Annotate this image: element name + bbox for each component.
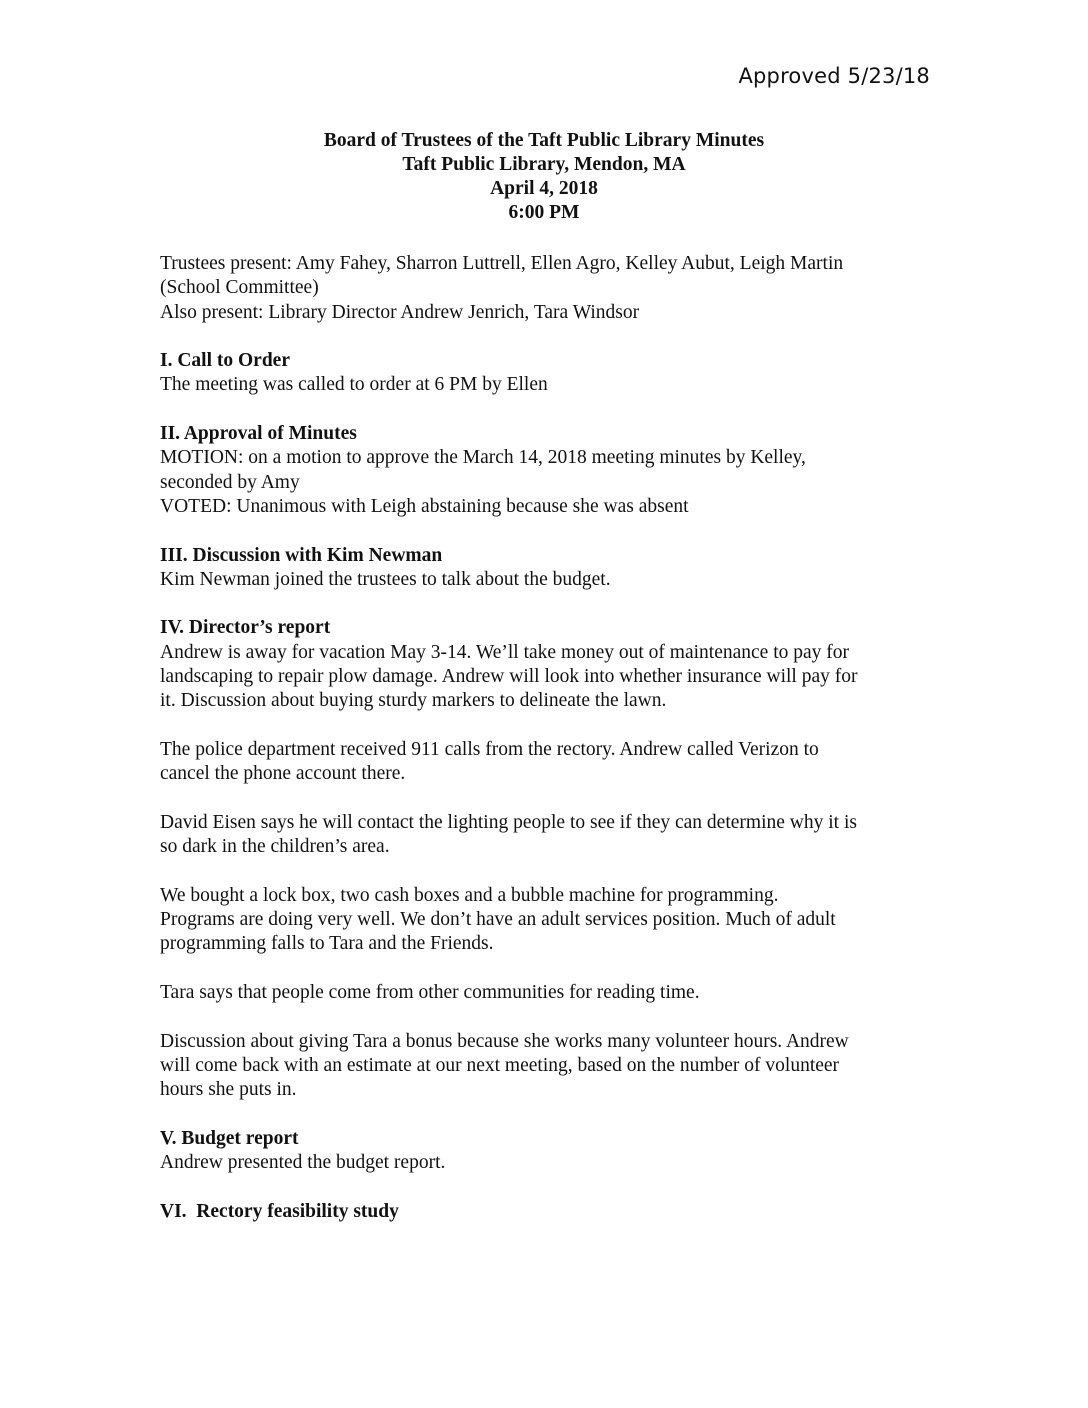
section-heading-budget: V. Budget report <box>160 1127 299 1149</box>
report-p1-line: Andrew is away for vacation May 3-14. We’ll take money out of maintenance to pay for <box>160 641 850 663</box>
report-paragraph-6 <box>160 1030 940 1103</box>
trustees-present-cont: (School Committee) <box>160 277 319 299</box>
title-line-1: Board of Trustees of the Taft Public Library Minutes <box>323 130 765 151</box>
spacer <box>160 325 940 349</box>
also-present: Also present: Library Director Andrew Jenrich, Tara Windsor <box>160 301 640 323</box>
report-p1-line: it. Discussion about buying sturdy markers to delineate the lawn. <box>160 690 667 712</box>
report-p6-line: will come back with an estimate at our next meeting, based on the number of volunteer <box>160 1054 840 1076</box>
spacer <box>160 519 940 543</box>
call-to-order-text: The meeting was called to order at 6 PM by Ellen <box>160 374 548 396</box>
report-p2-line: cancel the phone account there. <box>160 763 406 785</box>
report-p4-line: programming falls to Tara and the Friends. <box>160 933 494 955</box>
section-heading-call-to-order: I. Call to Order <box>160 350 290 372</box>
trustees-present: Trustees present: Amy Fahey, Sharron Luttrell, Ellen Agro, Kelley Aubut, Leigh Martin <box>160 253 844 274</box>
approval-stamp: Approved 5/23/18 <box>738 64 930 88</box>
title-line-4: 6:00 PM <box>508 202 580 223</box>
discussion-text: Kim Newman joined the trustees to talk about the budget. <box>160 568 611 590</box>
spacer <box>160 787 940 811</box>
attendance <box>160 252 940 325</box>
section-heading-approval: II. Approval of Minutes <box>160 423 357 445</box>
spacer <box>160 592 940 616</box>
section-heading-directors-report: IV. Director’s report <box>160 617 331 639</box>
report-p6-line: Discussion about giving Tara a bonus because she works many volunteer hours. Andrew <box>160 1030 849 1052</box>
section-heading-rectory: VI. Rectory feasibility study <box>160 1200 399 1222</box>
motion-line-2: seconded by Amy <box>160 471 300 493</box>
report-p6-line: hours she puts in. <box>160 1079 297 1101</box>
report-paragraph-1 <box>160 641 940 714</box>
report-paragraph-5 <box>160 981 940 1005</box>
spacer <box>160 1102 940 1126</box>
voted-line: VOTED: Unanimous with Leigh abstaining because she was absent <box>160 495 689 517</box>
report-paragraph-2 <box>160 738 940 787</box>
spacer <box>160 1005 940 1029</box>
report-p4-line: Programs are doing very well. We don’t have an adult services position. Much of adult <box>160 909 836 931</box>
report-p3-line: David Eisen says he will contact the lighting people to see if they can determine why it is <box>160 811 857 833</box>
title-line-2: Taft Public Library, Mendon, MA <box>402 154 686 175</box>
minutes-body <box>160 252 940 1224</box>
title-line-3: April 4, 2018 <box>490 178 598 199</box>
report-paragraph-3 <box>160 811 940 860</box>
report-p3-line: so dark in the children’s area. <box>160 836 390 858</box>
motion-text <box>160 446 940 519</box>
report-p2-line: The police department received 911 calls from the rectory. Andrew called Verizon to <box>160 738 819 760</box>
budget-text: Andrew presented the budget report. <box>160 1151 446 1173</box>
motion-line-1: MOTION: on a motion to approve the March 14, 2018 meeting minutes by Kelley, <box>160 447 806 469</box>
report-p1-line: landscaping to repair plow damage. Andrew will look into whether insurance will pay for <box>160 666 858 688</box>
document-title <box>0 129 1088 225</box>
report-p5-line: Tara says that people come from other communities for reading time. <box>160 981 700 1003</box>
section-heading-discussion: III. Discussion with Kim Newman <box>160 544 443 566</box>
spacer <box>160 398 940 422</box>
spacer <box>160 957 940 981</box>
spacer <box>160 859 940 883</box>
spacer <box>160 714 940 738</box>
report-p4-line: We bought a lock box, two cash boxes and a bubble machine for programming. <box>160 884 779 906</box>
spacer <box>160 1175 940 1199</box>
report-paragraph-4 <box>160 884 940 957</box>
